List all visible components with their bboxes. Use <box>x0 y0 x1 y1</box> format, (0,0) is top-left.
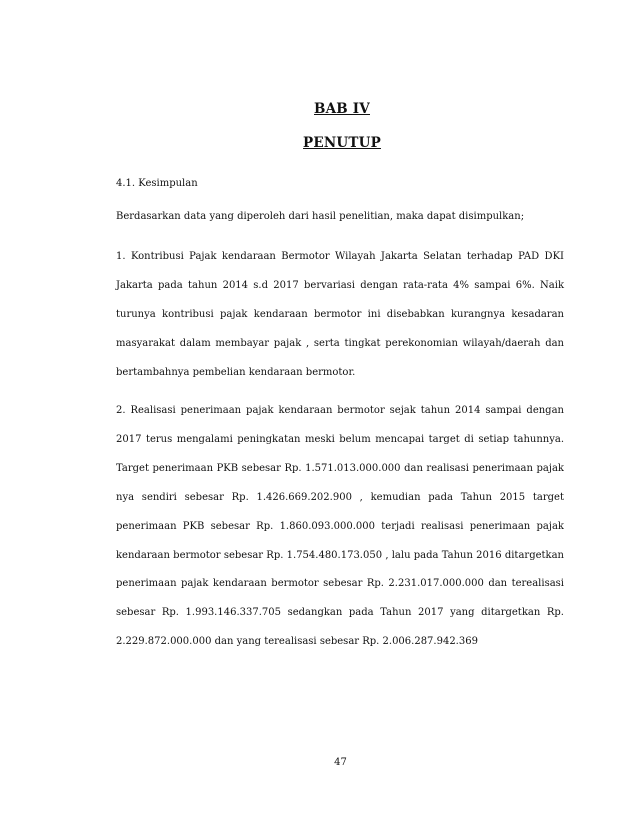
page-number: 47 <box>334 757 347 768</box>
section-heading: 4.1. Kesimpulan <box>116 178 198 189</box>
intro-paragraph: Berdasarkan data yang diperoleh dari hasil penelitian, maka dapat disimpulkan; <box>116 211 525 222</box>
conclusion-paragraph-2: 2. Realisasi penerimaan pajak kendaraan bermotor sejak tahun 2014 sampai dengan 2017 terus mengalami peningkatan meski belum mencapai target di setiap tahunnya. Target penerimaan PKB sebesar Rp. 1.571.013.000.000 dan realisasi penerimaan pajak nya sendiri sebesar Rp. 1.426.669.202.900 , kemudian pada Tahun 2015 target penerimaan PKB sebesar Rp. 1.860.093.000.000 terjadi realisasi penerimaan pajak kendaraan bermotor sebesar Rp. 1.754.480.173.050 , lalu pada Tahun 2016 ditargetkan penerimaan pajak kendaraan bermotor sebesar Rp. 2.231.017.000.000 dan terealisasi sebesar Rp. 1.993.146.337.705 sedangkan pada Tahun 2017 yang ditargetkan Rp. 2.229.872.000.000 dan yang terealisasi sebesar Rp. 2.006.287.942.369 <box>116 405 564 648</box>
chapter-number: BAB IV <box>314 101 370 117</box>
conclusion-paragraph-1: 1. Kontribusi Pajak kendaraan Bermotor Wilayah Jakarta Selatan terhadap PAD DKI Jakarta pada tahun 2014 s.d 2017 bervariasi dengan rata-rata 4% sampai 6%. Naik turunya kontribusi pajak kendaraan bermotor ini disebabkan kurangnya kesadaran masyarakat dalam membayar pajak , serta tingkat perekonomian wilayah/daerah dan bertambahnya pembelian kendaraan bermotor. <box>116 251 564 378</box>
chapter-title: PENUTUP <box>303 135 381 151</box>
